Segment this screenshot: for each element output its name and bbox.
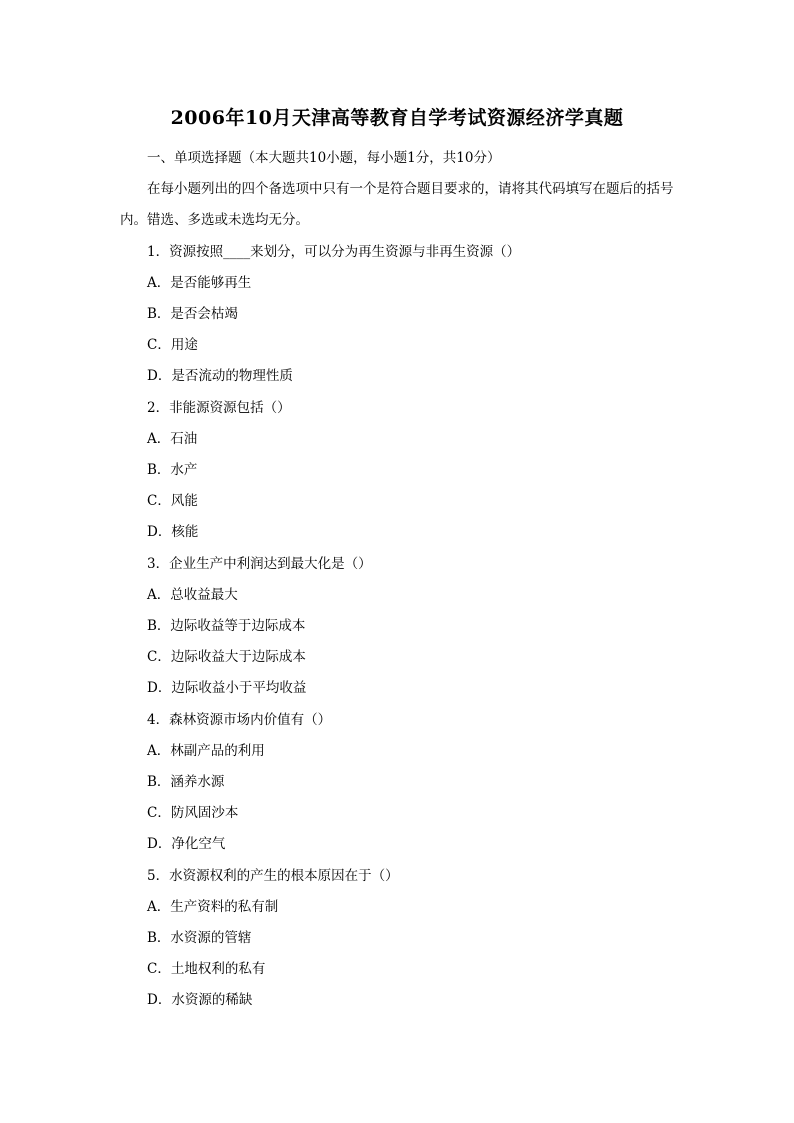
option-4-a: A．林副产品的利用 (147, 742, 265, 759)
question-stem-2: 2．非能源资源包括（） (147, 399, 291, 416)
option-3-c: C．边际收益大于边际成本 (147, 649, 306, 666)
option-5-a: A．生产资料的私有制 (147, 898, 279, 915)
option-4-c: C．防风固沙本 (147, 805, 239, 822)
question-stem-4: 4．森林资源市场内价值有（） (147, 711, 332, 728)
option-3-b: B．边际收益等于边际成本 (147, 618, 306, 635)
option-5-c: C．土地权利的私有 (147, 961, 266, 978)
question-stem-1: 1．资源按照____来划分，可以分为再生资源与非再生资源（） (147, 243, 521, 260)
option-1-d: D．是否流动的物理性质 (147, 368, 293, 385)
document-body (120, 143, 680, 1017)
question-stem-5: 5．水资源权利的产生的根本原因在于（） (147, 867, 399, 884)
document-title: 2006年10月天津高等教育自学考试资源经济学真题 (170, 107, 624, 129)
option-3-a: A．总收益最大 (147, 586, 238, 603)
option-2-d: D．核能 (147, 524, 199, 541)
option-1-c: C．用途 (147, 337, 198, 354)
option-2-a: A．石油 (147, 430, 198, 447)
option-1-b: B．是否会枯竭 (147, 306, 238, 323)
option-5-b: B．水资源的管辖 (147, 930, 252, 947)
option-5-d: D．水资源的稀缺 (147, 992, 253, 1009)
instruction-paragraph: 在每小题列出的四个备选项中只有一个是符合题目要求的，请将其代码填写在题后的括号内。错选、多选或未选均无分。 (120, 181, 674, 229)
option-4-b: B．涵养水源 (147, 774, 225, 791)
option-3-d: D．边际收益小于平均收益 (147, 680, 307, 697)
option-2-c: C．风能 (147, 493, 198, 510)
option-4-d: D．净化空气 (147, 836, 226, 853)
section-heading: 一、单项选择题（本大题共10小题，每小题1分，共10分） (147, 150, 501, 166)
option-1-a: A．是否能够再生 (147, 274, 252, 291)
option-2-b: B．水产 (147, 462, 198, 479)
question-stem-3: 3．企业生产中利润达到最大化是（） (147, 555, 372, 572)
